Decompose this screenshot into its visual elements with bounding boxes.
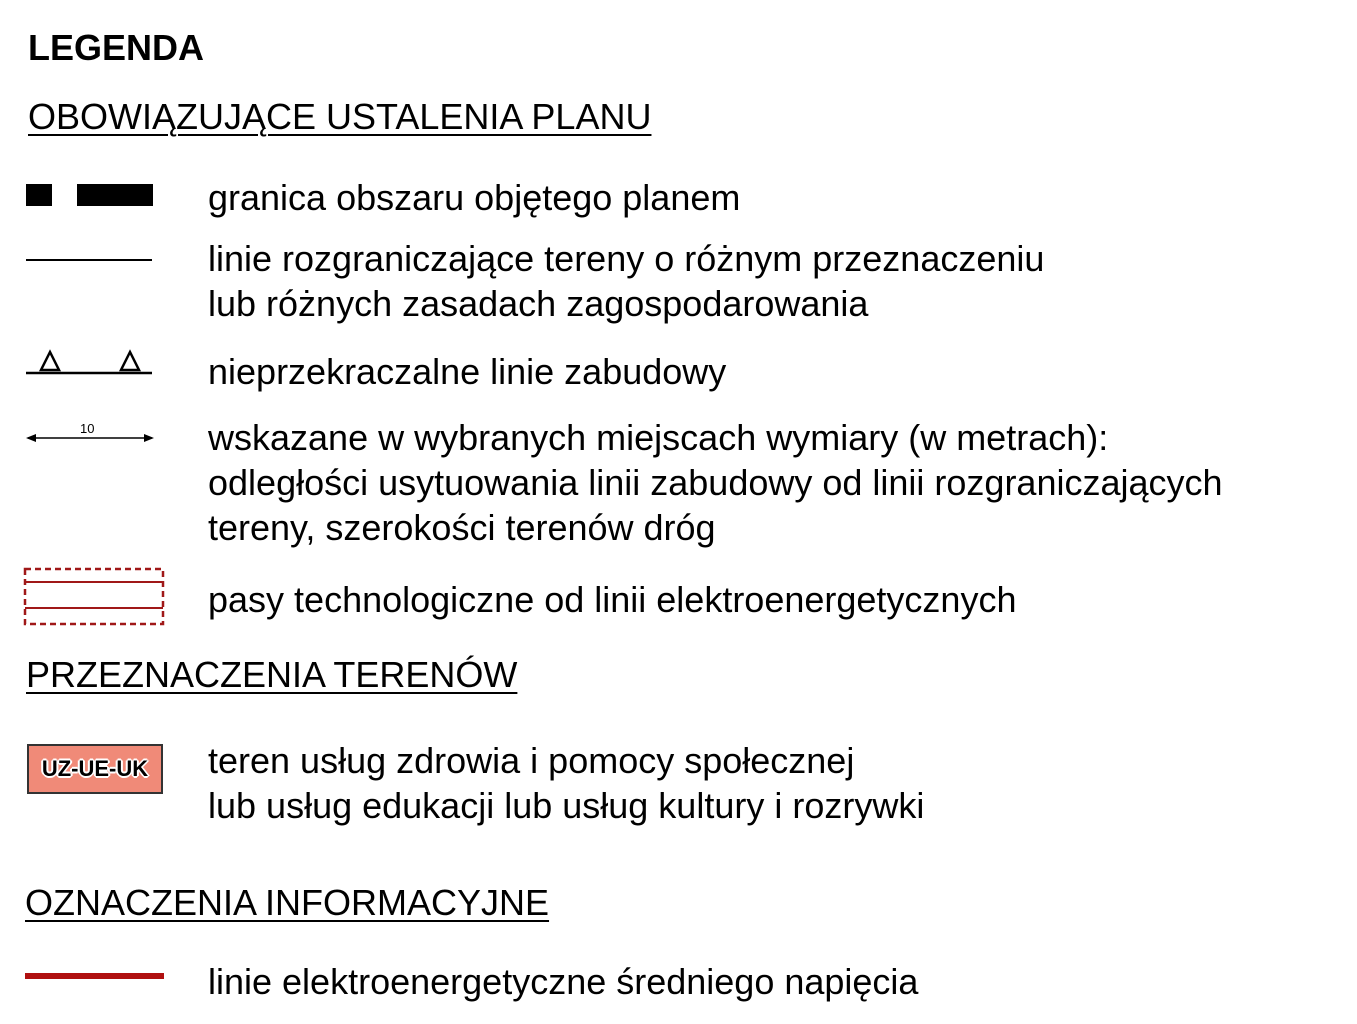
plan-boundary-label: granica obszaru objętego planem: [208, 177, 741, 218]
triangle-icon: [121, 352, 139, 370]
triangle-icon: [41, 352, 59, 370]
legend-item-demarcation-lines: [208, 236, 1044, 326]
dimensions-label-line-3: tereny, szerokości terenów dróg: [208, 507, 716, 548]
land-use-label-line-2: lub usług edukacji lub usług kultury i rozrywki: [208, 785, 925, 826]
land-use-symbol-box: [27, 744, 163, 794]
legend-item-plan-boundary: [208, 175, 740, 220]
technology-strip-symbol: [23, 567, 167, 627]
dimensions-label-line-1: wskazane w wybranych miejscach wymiary (w metrach):: [208, 417, 1109, 458]
demarcation-line-symbol: [26, 255, 156, 265]
land-use-label-line-1: teren usług zdrowia i pomocy społecznej: [208, 740, 855, 781]
plan-boundary-dash-short: [26, 184, 52, 206]
legend-item-land-use: [208, 738, 924, 828]
dimension-value-label: 10: [80, 421, 95, 436]
legend-title: LEGENDA: [28, 27, 205, 68]
power-lines-label: linie elektroenergetyczne średniego napięcia: [208, 961, 919, 1002]
plan-boundary-dash-long: [77, 184, 153, 206]
legend-item-building-lines: [208, 349, 726, 394]
section-heading-informational: OZNACZENIA INFORMACYJNE: [25, 882, 550, 923]
legend-item-power-lines: [208, 959, 918, 1004]
technology-strips-label: pasy technologiczne od linii elektroenergetycznych: [208, 579, 1017, 620]
legend-item-technology-strips: [208, 577, 1016, 622]
arrow-left-icon: [26, 434, 36, 442]
dimensions-label-line-2: odległości usytuowania linii zabudowy od linii rozgraniczających: [208, 462, 1223, 503]
section-heading-binding: OBOWIĄZUJĄCE USTALENIA PLANU: [28, 96, 652, 137]
building-line-symbol: [24, 348, 156, 378]
building-lines-label: nieprzekraczalne linie zabudowy: [208, 351, 727, 392]
power-line-symbol: [25, 970, 167, 982]
demarcation-label-line-2: lub różnych zasadach zagospodarowania: [208, 283, 869, 324]
land-use-code: UZ-UE-UK: [41, 756, 149, 781]
legend-item-dimensions: [208, 415, 1223, 550]
section-heading-land-use: PRZEZNACZENIA TERENÓW: [26, 654, 518, 695]
plan-boundary-symbol: [26, 184, 156, 208]
demarcation-label-line-1: linie rozgraniczające tereny o różnym przeznaczeniu: [208, 238, 1045, 279]
arrow-right-icon: [144, 434, 154, 442]
